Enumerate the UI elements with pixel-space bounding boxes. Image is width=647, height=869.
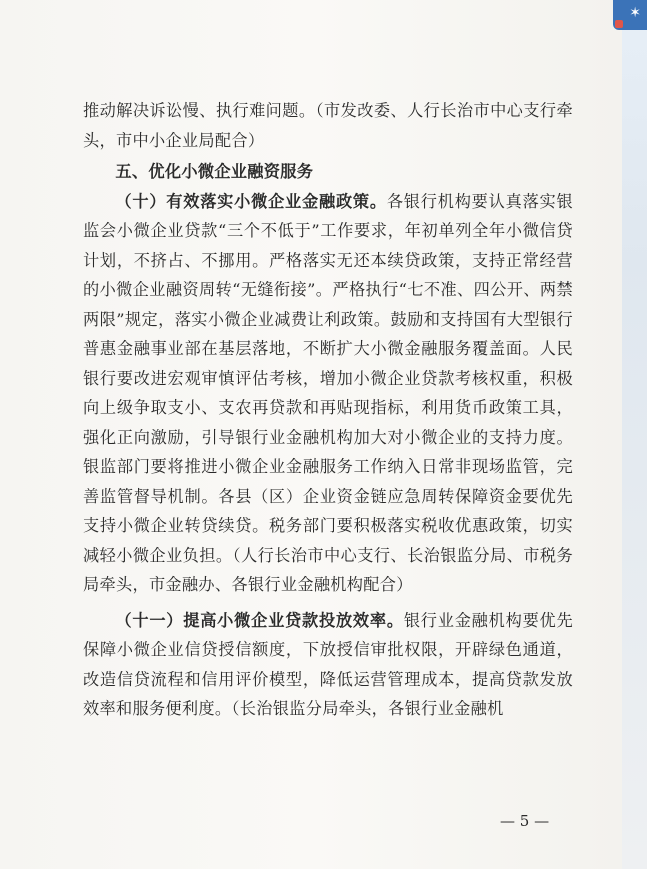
decorative-corner-icon xyxy=(613,0,647,30)
section-heading: 五、优化小微企业融资服务 xyxy=(115,162,314,181)
star-icon: ✶ xyxy=(629,5,641,21)
background-edge xyxy=(622,0,647,869)
item-10-body: 各银行机构要认真落实银监会小微企业贷款“三个不低于”工作要求，年初单列全年小微信贷计划，不挤占、不挪用。严格落实无还本续贷政策，支持正常经营的小微企业融资周转“无缝衔接”。严格执行“七不准、四公开、两禁两限”规定，落实小微企业减费让利政策。鼓励和支持国有大型银行普惠金融事业部在基层落地，不断扩大小微金融服务覆盖面。人民银行要改进宏观审慎评估考核，增加小微企业贷款考核权重，积极向上级争取支小、支农再贷款和再贴现指标，利用货币政策工具，强化正向激励，引导银行业金融机构加大对小微企业的支持力度。银监部门要将推进小微企业金融服务工作纳入日常非现场监管，完善监管督导机制。各县（区）企业资金链应急周转保障资金要优先支持小微企业转贷续贷。税务部门要积极落实税收优惠政策，切实减轻小微企业负担。（人行长治市中心支行、长治银监分局、市税务局牵头，市金融办、各银行业金融机构配合） xyxy=(83,191,573,594)
paragraph-item-10 xyxy=(83,187,573,600)
tag-icon xyxy=(615,20,623,28)
item-10-title: （十）有效落实小微企业金融政策。 xyxy=(115,191,387,211)
paragraph-continuation: 推动解决诉讼慢、执行难问题。（市发改委、人行长治市中心支行牵头，市中小企业局配合） xyxy=(83,101,573,150)
document-body xyxy=(83,96,573,724)
paragraph-item-11 xyxy=(83,606,573,724)
page-number: — 5 — xyxy=(500,812,550,830)
item-11-title: （十一）提高小微企业贷款投放效率。 xyxy=(115,610,404,630)
item-11-body: 银行业金融机构要优先保障小微企业信贷授信额度，下放授信审批权限，开辟绿色通道，改造信贷流程和信用评价模型，降低运营管理成本，提高贷款发放效率和服务便利度。（长治银监分局牵头，各银行业金融机 xyxy=(83,610,573,718)
